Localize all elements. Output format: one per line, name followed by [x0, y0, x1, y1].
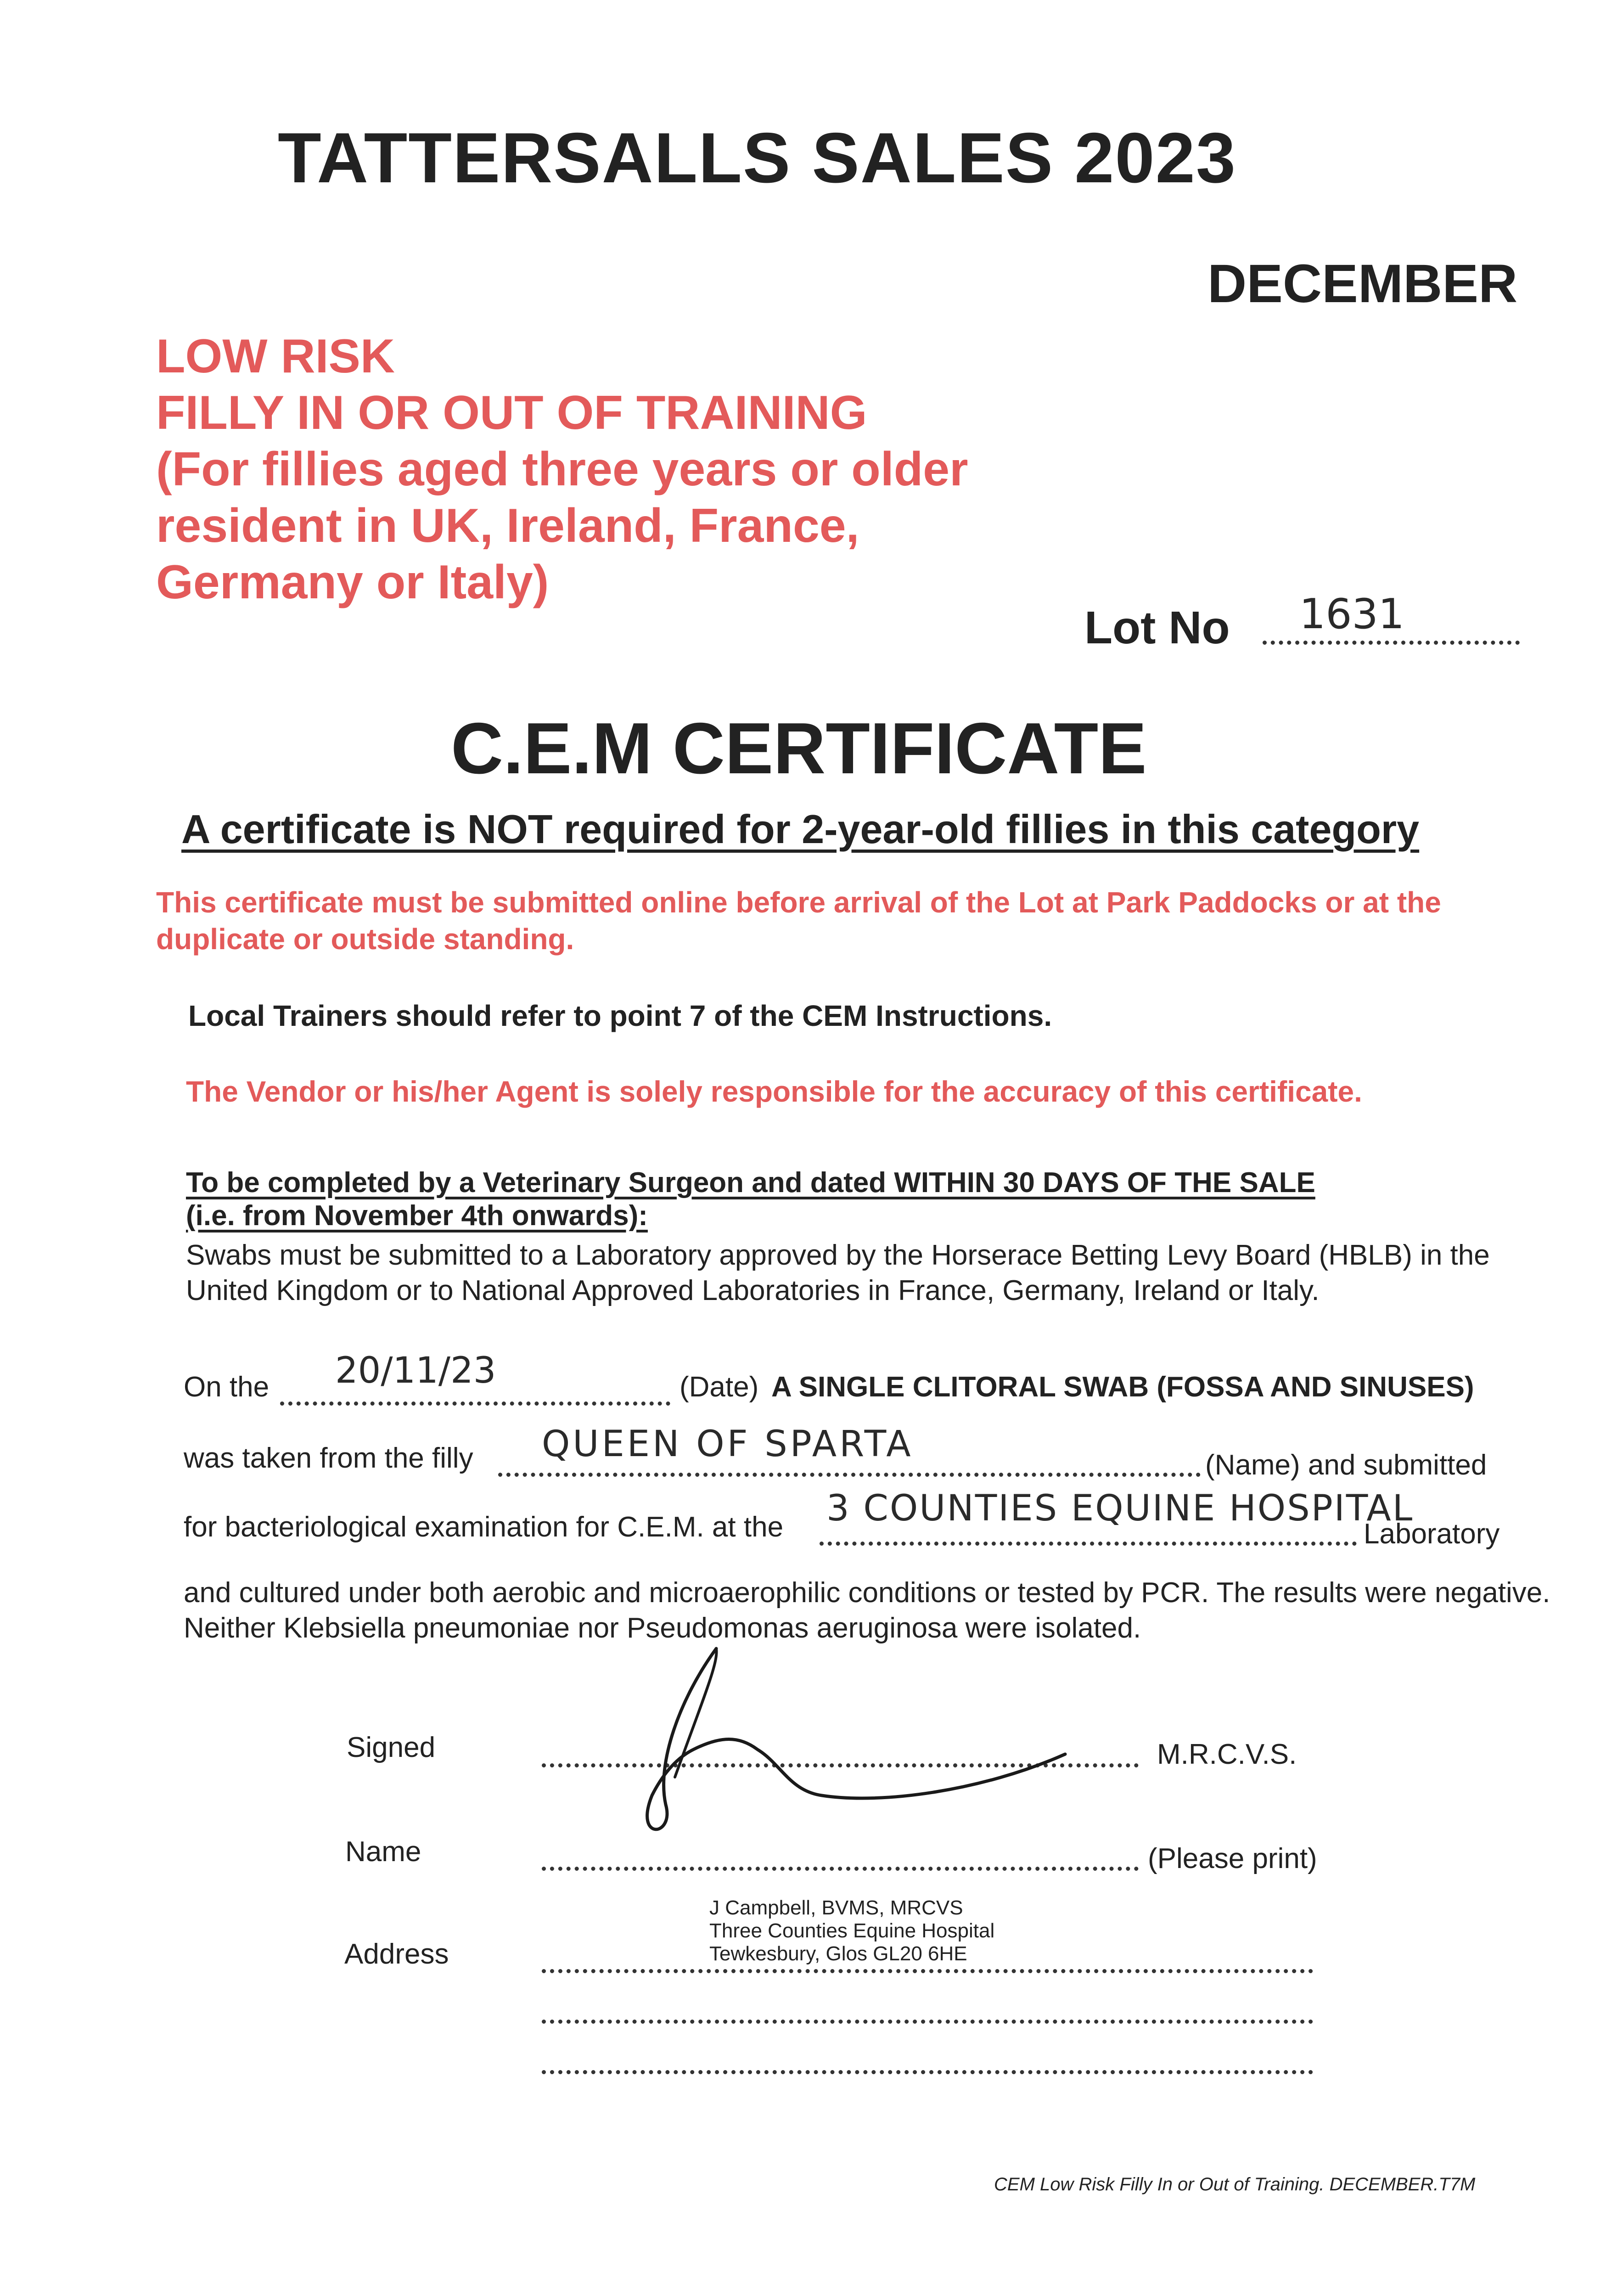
swab-description: A SINGLE CLITORAL SWAB (FOSSA AND SINUSES) — [771, 1371, 1474, 1403]
mrcvs-label: M.R.C.V.S. — [1157, 1739, 1297, 1770]
results-statement: and cultured under both aerobic and microaerophilic conditions or tested by PCR. The results were negative. Neither Klebsiella pneumoniae nor Pseudomonas aeruginosa were isolated. — [184, 1577, 1550, 1644]
bacteriological-label: for bacteriological examination for C.E.M. at the — [184, 1511, 784, 1543]
swab-date-value: 20/11/23 — [335, 1350, 496, 1391]
category-block — [156, 328, 968, 611]
date-label: (Date) — [680, 1371, 759, 1403]
category-line: Germany or Italy) — [156, 556, 549, 609]
lot-number-field[interactable] — [1263, 641, 1520, 645]
laboratory-field[interactable] — [820, 1542, 1357, 1546]
signed-label: Signed — [347, 1732, 436, 1763]
stamp-line: J Campbell, BVMS, MRCVS — [709, 1896, 963, 1919]
laboratory-value: 3 COUNTIES EQUINE HOSPITAL — [826, 1488, 1414, 1529]
address-field-line-2[interactable] — [542, 2020, 1313, 2024]
stamp-line: Three Counties Equine Hospital — [709, 1919, 995, 1942]
document-title: TATTERSALLS SALES 2023 — [278, 118, 1237, 197]
sale-month: DECEMBER — [1207, 253, 1518, 314]
category-line: FILLY IN OR OUT OF TRAINING — [156, 386, 867, 439]
vet-stamp — [709, 1896, 994, 1965]
submit-online-note: This certificate must be submitted online before arrival of the Lot at Park Paddocks or at the duplicate or outside standing. — [156, 886, 1441, 956]
handwritten-signature — [606, 1644, 1111, 1837]
swab-date-field[interactable] — [280, 1401, 670, 1406]
lot-number-value: 1631 — [1299, 590, 1405, 638]
stamp-line: Tewkesbury, Glos GL20 6HE — [709, 1942, 967, 1965]
please-print-label: (Please print) — [1148, 1843, 1317, 1874]
certificate-title: C.E.M CERTIFICATE — [451, 708, 1147, 789]
name-submitted-label: (Name) and submitted — [1205, 1449, 1487, 1481]
local-trainers-note: Local Trainers should refer to point 7 of the CEM Instructions. — [188, 999, 1052, 1032]
lot-number-label: Lot No — [1084, 602, 1230, 653]
filly-name-value: QUEEN OF SPARTA — [542, 1424, 914, 1465]
vendor-responsibility-note: The Vendor or his/her Agent is solely responsible for the accuracy of this certificate. — [186, 1075, 1362, 1108]
not-required-note: A certificate is NOT required for 2-year-old fillies in this category — [181, 806, 1420, 852]
filly-name-field[interactable] — [498, 1473, 1201, 1477]
completion-date-range: (i.e. from November 4th onwards): — [186, 1200, 648, 1232]
completion-instruction: To be completed by a Veterinary Surgeon and dated WITHIN 30 DAYS OF THE SALE — [186, 1167, 1315, 1199]
vet-name-field[interactable] — [542, 1867, 1139, 1871]
swabs-laboratory-note: Swabs must be submitted to a Laboratory approved by the Horserace Betting Levy Board (HBLB) in the United Kingdom or to National Approved Laboratories in France, Germany, Ireland or Italy. — [186, 1239, 1490, 1306]
form-reference: CEM Low Risk Filly In or Out of Training. DECEMBER.T7M — [994, 2174, 1476, 2195]
on-the-label: On the — [184, 1371, 270, 1403]
category-line: (For fillies aged three years or older — [156, 443, 968, 496]
laboratory-label: Laboratory — [1364, 1518, 1500, 1550]
category-line: resident in UK, Ireland, France, — [156, 499, 859, 552]
address-label: Address — [344, 1938, 449, 1970]
taken-from-label: was taken from the filly — [184, 1442, 473, 1474]
name-field-label: Name — [345, 1836, 421, 1868]
address-field-line-3[interactable] — [542, 2070, 1313, 2074]
category-line: LOW RISK — [156, 330, 395, 383]
address-field-line-1[interactable] — [542, 1969, 1313, 1973]
